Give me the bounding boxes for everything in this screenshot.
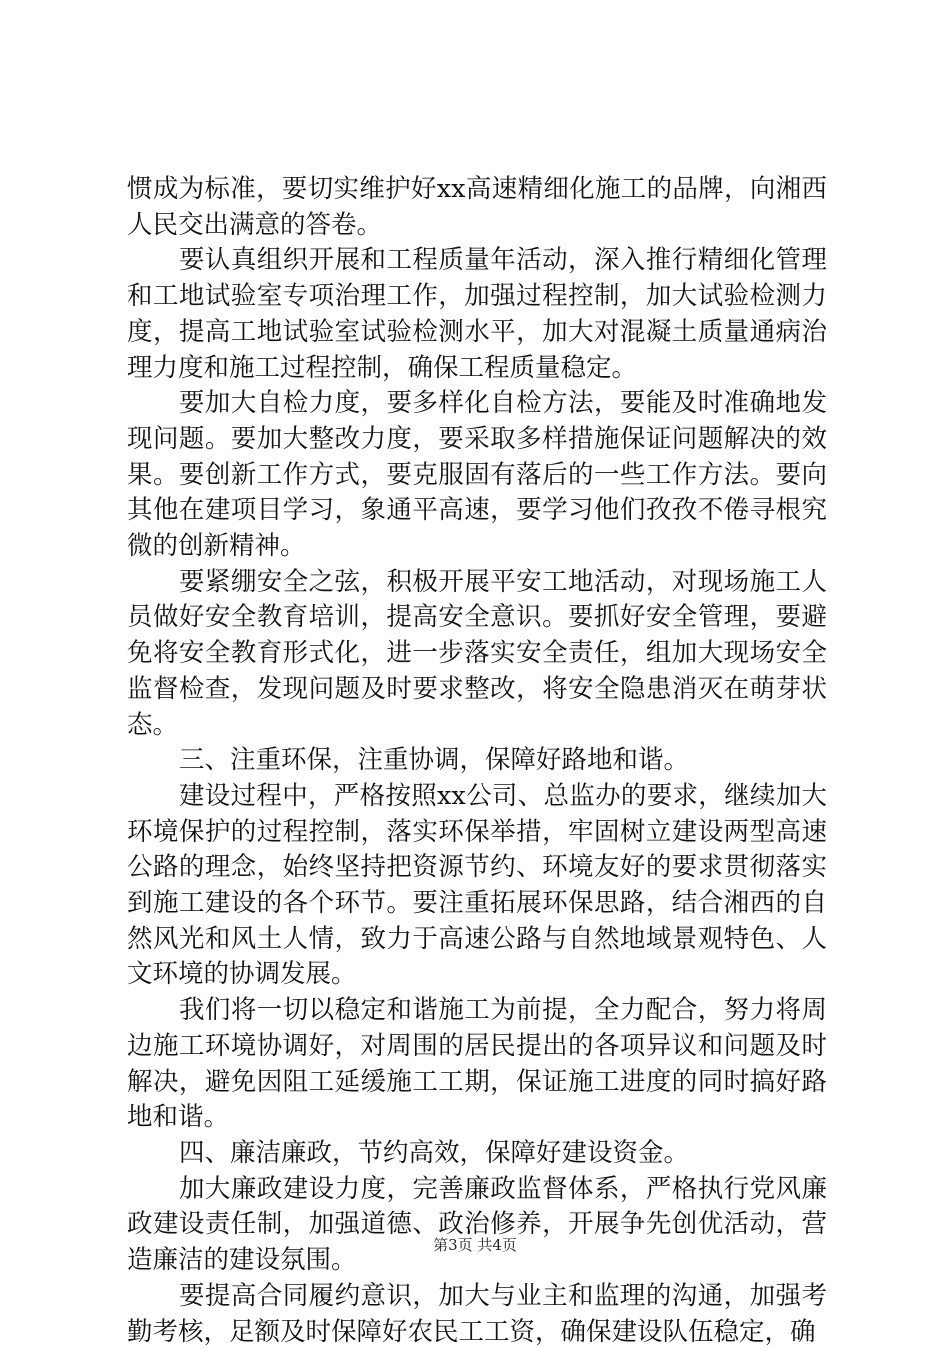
paragraph-1: 惯成为标准，要切实维护好xx高速精细化施工的品牌，向湘西人民交出满意的答卷。 xyxy=(127,174,827,240)
paragraph-8: 要提高合同履约意识，加大与业主和监理的沟通，加强考勤考核，足额及时保障好农民工工资，确保建设队伍稳定，确 xyxy=(127,1280,827,1347)
document-body xyxy=(127,172,827,1350)
section-heading-3: 三、注重环保，注重协调，保障好路地和谐。 xyxy=(179,745,690,776)
paragraph-2: 要认真组织开展和工程质量年活动，深入推行精细化管理和工地试验室专项治理工作，加强过程控制，加大试验检测力度，提高工地试验室试验检测水平，加大对混凝土质量通病治理力度和施工过程控制，确保工程质量稳定。 xyxy=(127,245,827,383)
section-heading-4: 四、廉洁廉政，节约高效，保障好建设资金。 xyxy=(179,1137,690,1168)
paragraph-6: 我们将一切以稳定和谐施工为前提，全力配合，努力将周边施工环境协调好，对周围的居民提出的各项异议和问题及时解决，避免因阻工延缓施工工期，保证施工进度的同时搞好路地和谐。 xyxy=(127,995,827,1133)
paragraph-5: 建设过程中，严格按照xx公司、总监办的要求，继续加大环境保护的过程控制，落实环保举措，牢固树立建设两型高速公路的理念，始终坚持把资源节约、环境友好的要求贯彻落实到施工建设的各个环节。要注重拓展环保思路，结合湘西的自然风光和风土人情，致力于高速公路与自然地域景观特色、人文环境的协调发展。 xyxy=(127,780,827,990)
paragraph-7: 加大廉政建设力度，完善廉政监督体系，严格执行党风廉政建设责任制，加强道德、政治修养，开展争先创优活动，营造廉洁的建设氛围。 xyxy=(127,1173,827,1276)
page-number-footer: 第3页 共4页 xyxy=(433,1236,517,1254)
paragraph-4: 要紧绷安全之弦，积极开展平安工地活动，对现场施工人员做好安全教育培训，提高安全意识。要抓好安全管理，要避免将安全教育形式化，进一步落实安全责任，组加大现场安全监督检查，发现问题及时要求整改，将安全隐患消灭在萌芽状态。 xyxy=(127,566,827,740)
paragraph-3: 要加大自检力度，要多样化自检方法，要能及时准确地发现问题。要加大整改力度，要采取多样措施保证问题解决的效果。要创新工作方式，要克服固有落后的一些工作方法。要向其他在建项目学习，象通平高速，要学习他们孜孜不倦寻根究微的创新精神。 xyxy=(127,388,827,562)
